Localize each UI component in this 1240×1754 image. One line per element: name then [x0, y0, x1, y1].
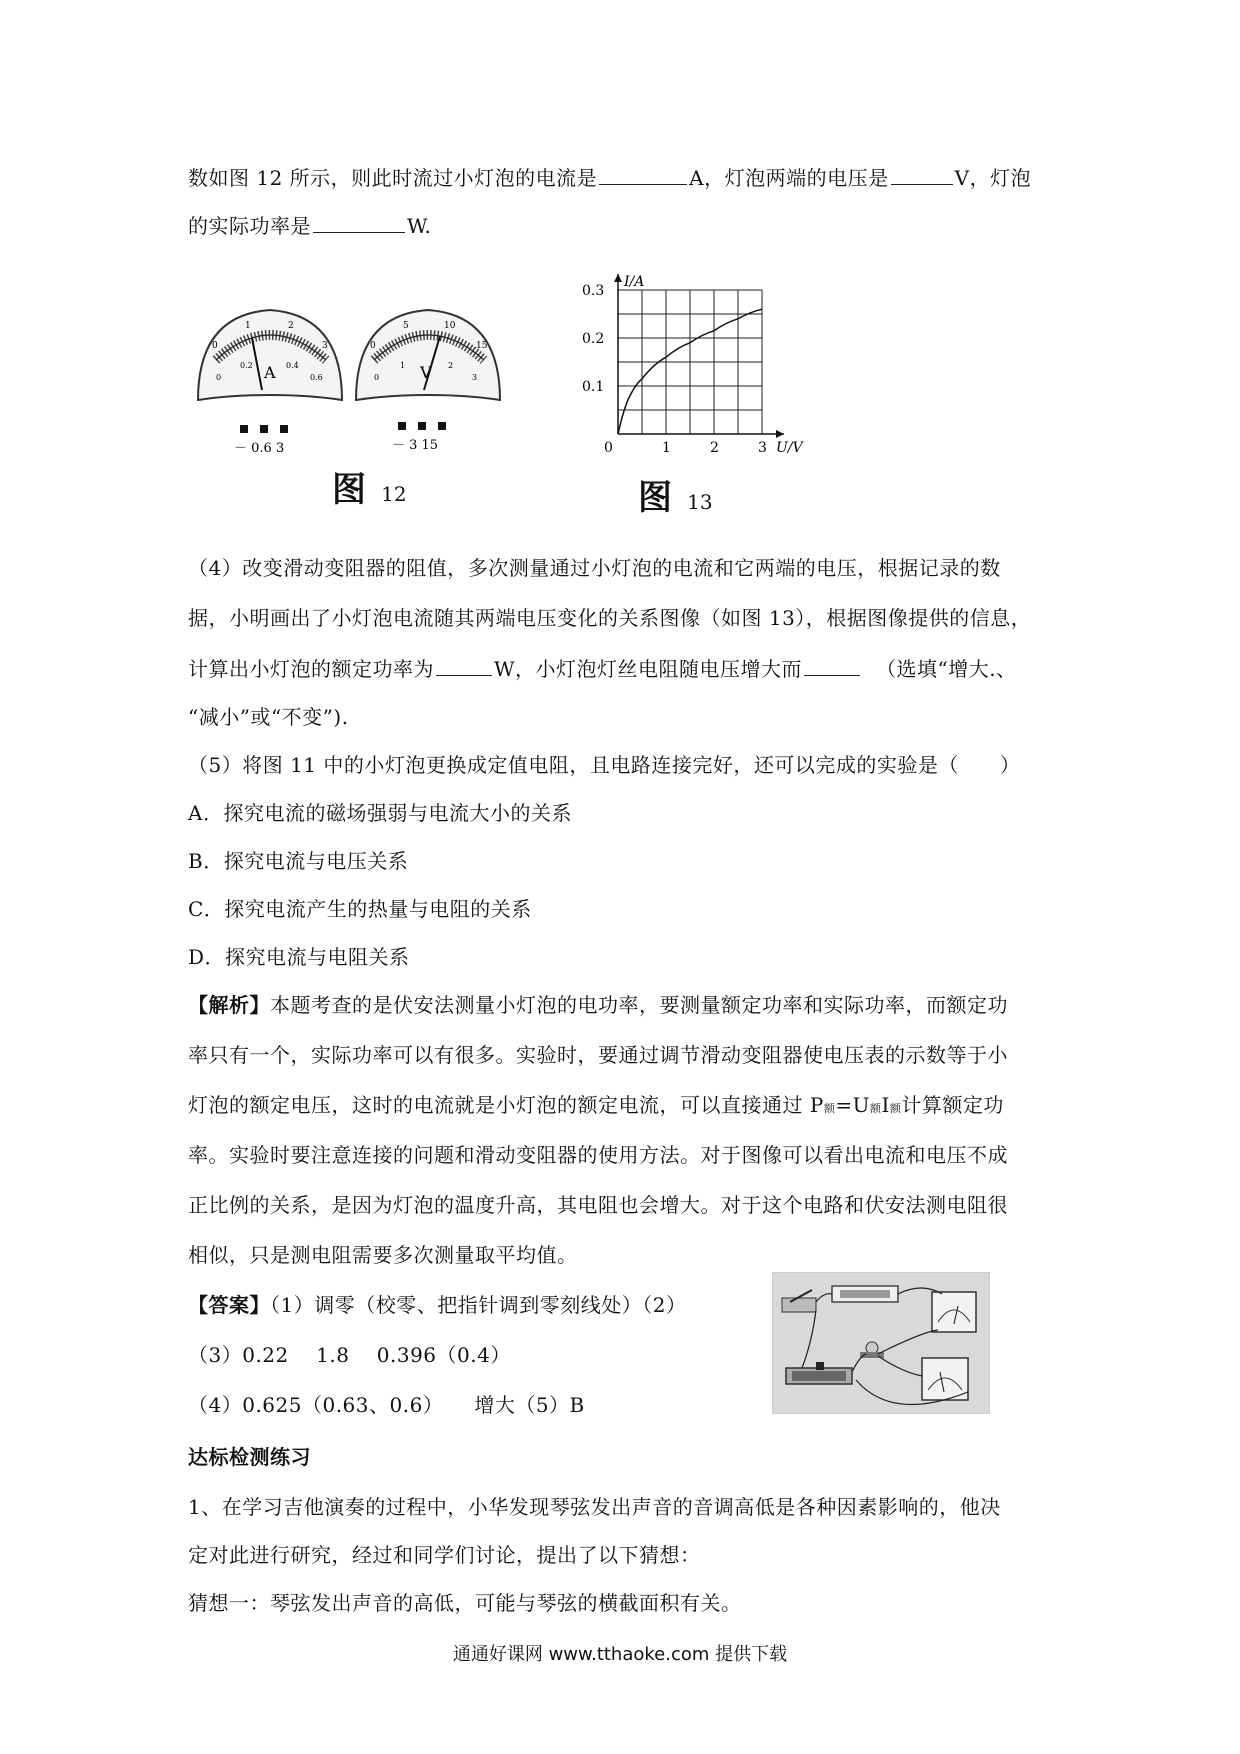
analysis-line-2: 率只有一个，实际功率可以有很多。实验时，要通过调节滑动变阻器使电压表的示数等于小	[188, 1043, 1008, 1067]
q5-stem: （5）将图 11 中的小灯泡更换成定值电阻，且电路连接完好，还可以完成的实验是（ ）	[188, 753, 1021, 777]
q4-text: 计算出小灯泡的额定功率为	[188, 657, 434, 681]
terminal-icon	[280, 425, 288, 433]
voltmeter-tick-label: 2	[448, 361, 454, 370]
x-tick-label: 1	[662, 440, 671, 456]
x-tick-label: 3	[758, 440, 767, 456]
answer-tag: 【答案】	[188, 1293, 270, 1317]
analysis-line-5: 正比例的关系，是因为灯泡的温度升高，其电阻也会增大。对于这个电路和伏安法测电阻很	[188, 1193, 1008, 1217]
voltmeter-symbol: V	[420, 363, 432, 382]
analysis-text: I	[881, 1093, 890, 1117]
voltmeter-tick-label: 0	[370, 341, 376, 351]
analysis-line-1	[188, 990, 1008, 1020]
q3-text: A，灯泡两端的电压是	[689, 166, 889, 190]
answer-blank-rated-power	[436, 653, 492, 676]
answer-blank-voltage	[891, 162, 953, 185]
ammeter-tick-label: 0.6	[310, 373, 323, 382]
ammeter-tick-label: 1	[245, 321, 251, 331]
q4-text: （选填“增大.、	[876, 657, 1017, 681]
figure-13-chart	[578, 262, 818, 472]
y-tick-label: 0.1	[582, 379, 605, 395]
q4-line-3	[188, 653, 1017, 684]
figure-12-caption	[332, 462, 407, 511]
q3-text: 数如图 12 所示，则此时流过小灯泡的电流是	[188, 166, 598, 190]
circuit-photo	[772, 1272, 990, 1414]
figure-13-caption	[638, 470, 713, 519]
answer-text: （1）调零（校零、把指针调到零刻线处）（2）	[270, 1293, 687, 1317]
voltmeter-tick-label: 3	[472, 373, 478, 382]
caption-number: 12	[381, 482, 407, 506]
x-axis-label: U/V	[776, 440, 803, 456]
voltmeter-terminals: － 3 15	[392, 438, 439, 453]
ammeter-tick-label: 2	[288, 321, 294, 331]
ammeter-terminals: － 0.6 3	[234, 441, 285, 456]
x-axis-arrow-icon	[776, 430, 784, 438]
caption-char: 图	[332, 470, 366, 510]
terminal-icon	[418, 422, 426, 430]
voltmeter-tick-label: 10	[444, 321, 456, 331]
caption-number: 13	[687, 490, 713, 514]
ammeter-symbol: A	[264, 363, 276, 382]
caption-char: 图	[638, 478, 672, 518]
ammeter-tick-label: 0	[212, 341, 218, 351]
ammeter-tick-label: 0	[216, 373, 222, 382]
q5-option-b: B．探究电流与电压关系	[188, 849, 409, 873]
analysis-line-4: 率。实验时要注意连接的问题和滑动变阻器的使用方法。对于图像可以看出电流和电压不成	[188, 1143, 1008, 1167]
answer-blank-trend	[804, 653, 860, 676]
analysis-text: 本题考查的是伏安法测量小灯泡的电功率，要测量额定功率和实际功率，而额定功	[270, 993, 1008, 1017]
terminal-icon	[398, 422, 406, 430]
voltmeter-tick-label: 15	[476, 341, 488, 351]
voltmeter-tick-label: 0	[374, 373, 380, 382]
page-footer: 通通好课网 www.tthaoke.com 提供下载	[452, 1644, 788, 1665]
q3-text: V，灯泡	[954, 166, 1032, 190]
answer-blank-current	[599, 162, 687, 185]
answer-line-1	[188, 1290, 686, 1320]
q4-line-2: 据，小明画出了小灯泡电流随其两端电压变化的关系图像（如图 13），根据图像提供的信息，	[188, 606, 1032, 630]
y-axis-arrow-icon	[614, 274, 622, 282]
analysis-tag: 【解析】	[188, 993, 270, 1017]
answer-line-3: （4）0.625（0.63、0.6） 增大（5）B	[188, 1393, 585, 1417]
ammeter-photo-icon	[932, 1292, 976, 1332]
q3-text: 的实际功率是	[188, 214, 311, 238]
analysis-text: =U	[835, 1093, 870, 1117]
ammeter-tick-label: 3	[322, 341, 328, 351]
q4-line-4: “减小”或“不变”).	[188, 705, 349, 729]
subscript: 额	[869, 1102, 882, 1115]
q3-line-1	[188, 162, 1031, 193]
voltmeter	[356, 310, 500, 453]
subscript: 额	[889, 1102, 902, 1115]
q1-line-3: 猜想一：琴弦发出声音的高低，可能与琴弦的横截面积有关。	[188, 1591, 742, 1615]
q4-line-1: （4）改变滑动变阻器的阻值，多次测量通过小灯泡的电流和它两端的电压，根据记录的数	[188, 556, 1001, 580]
terminal-icon	[260, 425, 268, 433]
analysis-text: 计算额定功	[901, 1093, 1004, 1117]
voltmeter-photo-icon	[922, 1358, 968, 1400]
terminal-icon	[438, 422, 446, 430]
subscript: 额	[823, 1102, 836, 1115]
q1-line-1: 1、在学习吉他演奏的过程中，小华发现琴弦发出声音的音调高低是各种因素影响的，他决	[188, 1495, 1001, 1519]
q5-option-a: A．探究电流的磁场强弱与电流大小的关系	[188, 801, 572, 825]
voltmeter-tick-label: 1	[400, 361, 406, 370]
q4-text: W，小灯泡灯丝电阻随电压增大而	[494, 657, 803, 681]
analysis-line-6: 相似，只是测电阻需要多次测量取平均值。	[188, 1243, 578, 1267]
section-title: 达标检测练习	[188, 1445, 311, 1469]
analysis-line-3	[188, 1090, 1004, 1124]
q5-option-c: C．探究电流产生的热量与电阻的关系	[188, 897, 532, 921]
ammeter-tick-label: 0.4	[286, 361, 299, 370]
analysis-text: 灯泡的额定电压，这时的电流就是小灯泡的额定电流，可以直接通过 P	[188, 1093, 824, 1117]
ammeter	[198, 310, 342, 456]
x-tick-label: 2	[710, 440, 719, 456]
terminal-icon	[240, 425, 248, 433]
answer-blank-power	[313, 210, 405, 233]
voltmeter-tick-label: 5	[403, 321, 409, 331]
y-tick-label: 0.2	[582, 331, 605, 347]
x-tick-label: 0	[604, 440, 613, 456]
q3-line-2	[188, 210, 431, 241]
q5-option-d: D．探究电流与电阻关系	[188, 945, 410, 969]
answer-line-2: （3）0.22 1.8 0.396（0.4）	[188, 1343, 511, 1367]
ammeter-tick-label: 0.2	[240, 361, 253, 370]
y-axis-label: I/A	[624, 274, 645, 290]
y-tick-label: 0.3	[582, 283, 605, 299]
q3-text: W.	[407, 214, 432, 238]
q1-line-2: 定对此进行研究，经过和同学们讨论，提出了以下猜想：	[188, 1543, 701, 1567]
